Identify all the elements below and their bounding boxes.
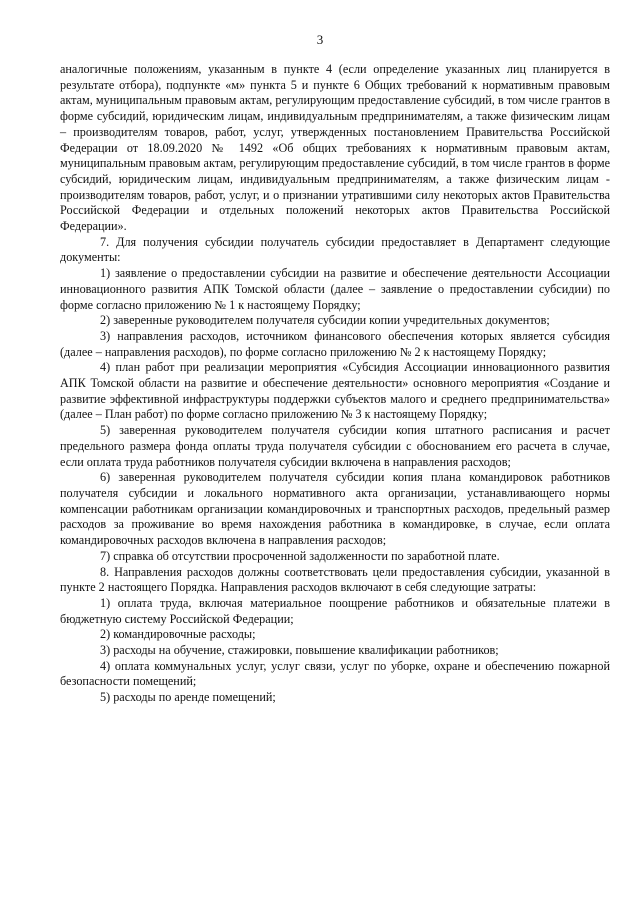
page-number: 3 <box>316 32 324 47</box>
paragraph-expense-4: 4) оплата коммунальных услуг, услуг связи, услуг по уборке, охране и обеспечению пожарной безопасности помещений; <box>60 658 610 689</box>
paragraph-subitem-5: 5) заверенная руководителем получателя субсидии копия штатного расписания и расчет предельного размера фонда оплаты труда получателя субсидии с обоснованием его расчета в случае, если оплата труда работников получателя субсидии включена в направления расходов; <box>60 423 610 469</box>
paragraph-item-8: 8. Направления расходов должны соответствовать цели предоставления субсидии, указанной в пункте 2 настоящего Порядка. Направления расходов включают в себя следующие затраты: <box>60 564 610 595</box>
paragraph-continuation: аналогичные положениям, указанным в пункте 4 (если определение указанных лиц планируется в результате отбора), подпункте «м» пункта 5 и пункте 6 Общих требований к нормативным правовым актам, муниципальным правовым актам, регулирующим предоставление субсидий, в том числе грантов в форме субсидий, юридическим лицам, индивидуальным предпринимателям, а также физическим лицам – производителям товаров, работ, услуг, утвержденных постановлением Правительства Российской Федерации от 18.09.2020 № 1492 «Об общих требованиях к нормативным правовым актам, муниципальным правовым актам, регулирующим предоставление субсидий, в том числе грантов в форме субсидий, юридическим лицам, индивидуальным предпринимателям, а также физическим лицам - производителям товаров, работ, услуг, и о признании утратившими силу некоторых актов Правительства Российской Федерации и отдельных положений некоторых актов Правительства Российской Федерации». <box>60 62 610 234</box>
paragraph-subitem-2: 2) заверенные руководителем получателя субсидии копии учредительных документов; <box>100 313 550 328</box>
paragraph-expense-5: 5) расходы по аренде помещений; <box>100 690 276 705</box>
paragraph-subitem-1: 1) заявление о предоставлении субсидии на развитие и обеспечение деятельности Ассоциации инновационного развития АПК Томской области (далее – заявление о предоставлении субсидии) по форме согласно приложению № 1 к настоящему Порядку; <box>60 266 610 312</box>
paragraph-expense-2: 2) командировочные расходы; <box>100 627 256 642</box>
paragraph-subitem-7: 7) справка об отсутствии просроченной задолженности по заработной плате. <box>100 548 500 563</box>
paragraph-expense-3: 3) расходы на обучение, стажировки, повышение квалификации работников; <box>100 643 499 658</box>
paragraph-expense-1: 1) оплата труда, включая материальное поощрение работников и обязательные платежи в бюджетную систему Российской Федерации; <box>60 595 610 626</box>
paragraph-subitem-3: 3) направления расходов, источником финансового обеспечения которых является субсидия (далее – направления расходов), по форме согласно приложению № 2 к настоящему Порядку; <box>60 328 610 359</box>
paragraph-subitem-6: 6) заверенная руководителем получателя субсидии копия плана командировок работников получателя субсидии и локального нормативного акта организации, устанавливающего нормы компенсации работникам организации командировочных и транспортных расходов, предельный размер расходов за проживание во время нахождения работника в командировке, в случае, если оплата командировочных расходов включена в направления расходов; <box>60 470 610 548</box>
document-body <box>60 62 610 706</box>
paragraph-subitem-4: 4) план работ при реализации мероприятия «Субсидия Ассоциации инновационного развития АПК Томской области на развитие и обеспечение деятельности» основного мероприятия «Создание и развитие эффективной инфраструктуры поддержки субъектов малого и среднего предпринимательства» (далее – План работ) по форме согласно приложению № 3 к настоящему Порядку; <box>60 360 610 422</box>
paragraph-item-7: 7. Для получения субсидии получатель субсидии предоставляет в Департамент следующие документы: <box>60 234 610 265</box>
